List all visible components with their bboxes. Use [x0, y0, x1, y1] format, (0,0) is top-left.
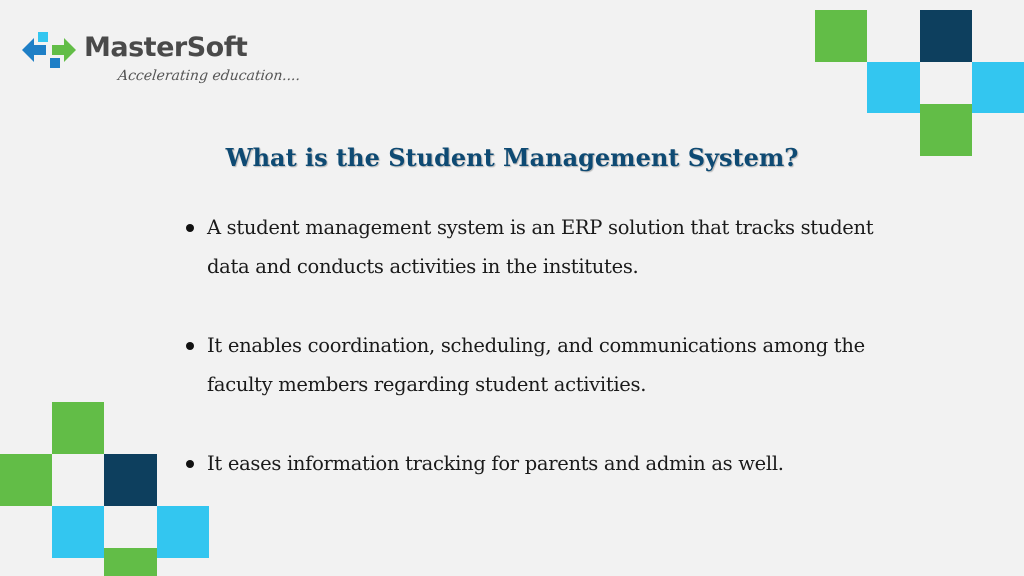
- decor-square: [867, 62, 920, 113]
- decor-square: [52, 402, 104, 454]
- bullet-text: It enables coordination, scheduling, and communications among the faculty members regarding student activities.: [207, 334, 865, 396]
- bullet-item: [184, 444, 884, 483]
- bullet-dot-icon: [186, 224, 194, 232]
- bullet-dot-icon: [186, 342, 194, 350]
- decor-square: [815, 10, 867, 62]
- bullet-item: [184, 326, 884, 404]
- decor-square: [920, 104, 972, 156]
- mastersoft-arrows-icon: [20, 28, 78, 72]
- decor-square: [104, 454, 157, 506]
- bullet-item: [184, 208, 884, 286]
- bullet-list: [184, 208, 884, 523]
- decor-square: [0, 454, 52, 506]
- mastersoft-logo: [20, 28, 300, 98]
- decor-square: [104, 548, 157, 576]
- decor-square: [157, 506, 209, 558]
- brand-name: MasterSoft: [84, 32, 248, 63]
- decor-square: [52, 506, 104, 558]
- bullet-text: A student management system is an ERP solution that tracks student data and conducts activities in the institutes.: [207, 216, 874, 278]
- decor-square: [920, 10, 972, 62]
- bullet-dot-icon: [186, 460, 194, 468]
- page-title: What is the Student Management System?: [225, 143, 799, 172]
- bullet-text: It eases information tracking for parents and admin as well.: [207, 452, 784, 475]
- decor-square: [972, 62, 1024, 113]
- brand-tagline: Accelerating education....: [117, 68, 302, 84]
